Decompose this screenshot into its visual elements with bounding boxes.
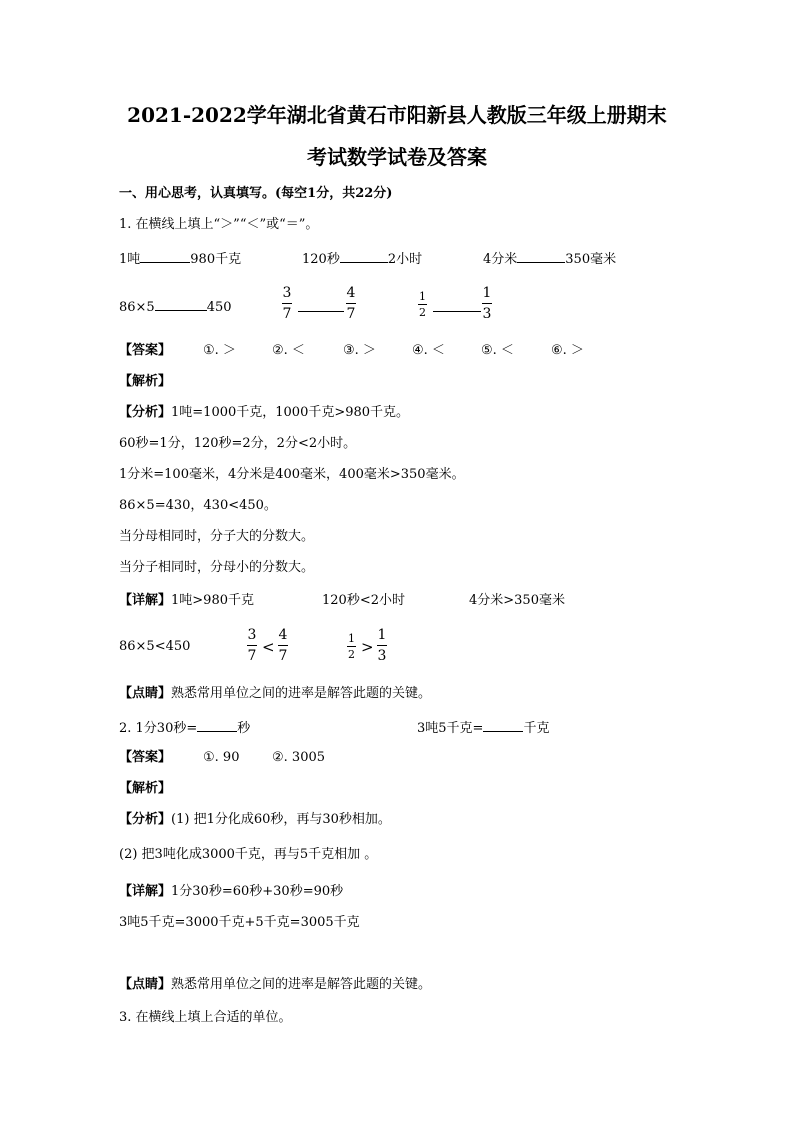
- answer-label: 【答案】: [119, 750, 172, 765]
- fraction-1-3: 1 3: [482, 285, 492, 322]
- analysis-line: 60秒=1分，120秒=2分，2分<2小时。: [119, 436, 357, 451]
- fraction-4-7: 4 7: [346, 285, 356, 322]
- answer-6: ⑥. ＞: [551, 343, 584, 358]
- q1-item-d: 86×5 450: [119, 300, 232, 315]
- answer-4: ④. ＜: [412, 343, 445, 358]
- section-heading: 一、用心思考，认真填写。(每空1分，共22分): [119, 186, 393, 201]
- analysis-line: 86×5=430，430<450。: [119, 498, 277, 513]
- page-title-line2: 考试数学试卷及答案: [307, 145, 487, 169]
- detail-line: 【详解】1吨>980千克: [119, 593, 254, 608]
- detail-item-c: 4分米>350毫米: [469, 593, 565, 608]
- answer-2: ②. 3005: [272, 750, 326, 765]
- fraction-3-7: 3 7: [282, 285, 292, 322]
- analysis-line: 【分析】(1) 把1分化成60秒，再与30秒相加。: [119, 812, 391, 827]
- fraction-1-3: 1 3: [377, 627, 387, 664]
- answer-1: ①. ＞: [203, 343, 236, 358]
- detail-line: 3吨5千克=3000千克+5千克=3005千克: [119, 915, 360, 930]
- q1-item-a: 1吨 980千克: [119, 252, 242, 267]
- fraction-1-2: 1 2: [348, 632, 355, 661]
- tip-line: 【点睛】熟悉常用单位之间的进率是解答此题的关键。: [119, 686, 432, 701]
- comparison-sign: >: [361, 638, 374, 656]
- analysis-label: 【解析】: [119, 374, 172, 389]
- q1-item-c: 4分米 350毫米: [483, 252, 617, 267]
- answer-blank: [298, 311, 344, 312]
- analysis-line: (2) 把3吨化成3000千克，再与5千克相加 。: [119, 847, 378, 862]
- page-title: 2021-2022学年湖北省黄石市阳新县人教版三年级上册期末: [127, 103, 667, 127]
- answer-label: 【答案】: [119, 343, 172, 358]
- answer-blank: [433, 311, 481, 312]
- fraction-1-2: 1 2: [419, 290, 426, 319]
- fraction-3-7: 3 7: [247, 627, 257, 664]
- tip-line: 【点睛】熟悉常用单位之间的进率是解答此题的关键。: [119, 977, 432, 992]
- question-2-part-b: 3吨5千克= 千克: [417, 721, 550, 736]
- analysis-line: 1分米=100毫米，4分米是400毫米，400毫米>350毫米。: [119, 467, 465, 482]
- analysis-line: 当分子相同时，分母小的分数大。: [119, 560, 315, 575]
- answer-2: ②. ＜: [272, 343, 305, 358]
- detail-item-b: 120秒<2小时: [322, 593, 405, 608]
- detail-item-d: 86×5<450: [119, 639, 191, 654]
- question-2-part-a: 2. 1分30秒= 秒: [119, 721, 251, 736]
- q1-item-b: 120秒 2小时: [302, 252, 423, 267]
- answer-5: ⑤. ＜: [481, 343, 514, 358]
- fraction-4-7: 4 7: [278, 627, 288, 664]
- answer-3: ③. ＞: [343, 343, 376, 358]
- question-1-prompt: 1. 在横线上填上“＞”“＜”或“＝”。: [119, 217, 319, 232]
- comparison-sign: <: [262, 638, 275, 656]
- answer-1: ①. 90: [203, 750, 240, 765]
- analysis-label: 【解析】: [119, 781, 172, 796]
- analysis-line: 【分析】1吨=1000千克，1000千克>980千克。: [119, 405, 410, 420]
- question-3-prompt: 3. 在横线上填上合适的单位。: [119, 1010, 292, 1025]
- analysis-line: 当分母相同时，分子大的分数大。: [119, 529, 315, 544]
- detail-line: 【详解】1分30秒=60秒+30秒=90秒: [119, 884, 344, 899]
